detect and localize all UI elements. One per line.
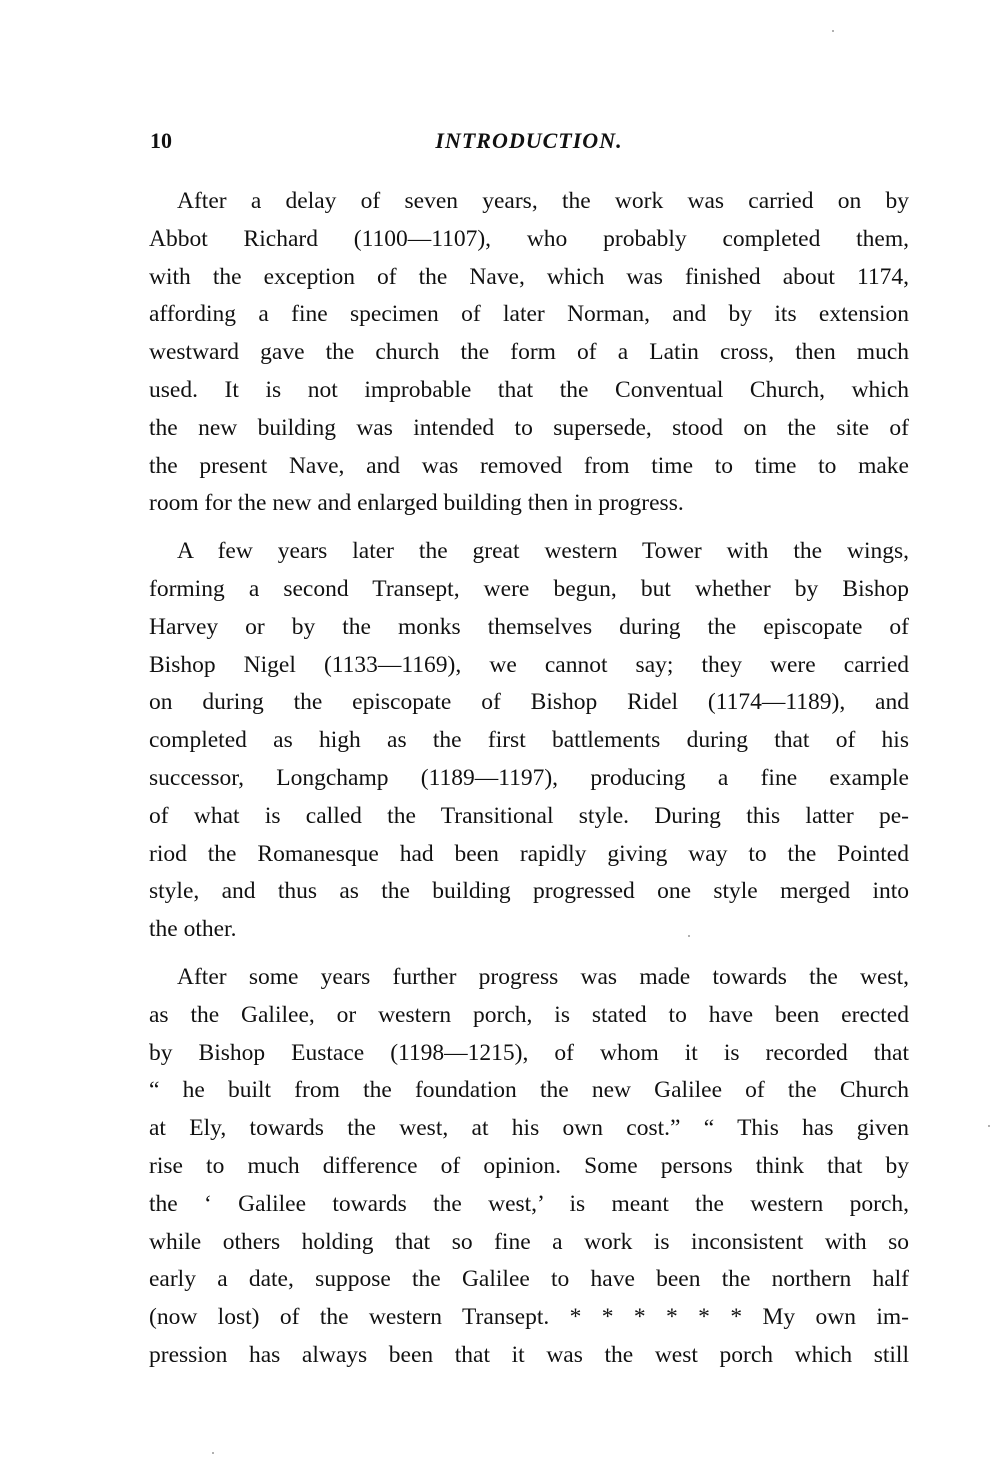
text-line: early a date, suppose the Galilee to have been the northern half xyxy=(149,1266,909,1293)
text-line: Bishop Nigel (1133—1169), we cannot say; they were carried xyxy=(149,651,909,678)
text-line: After a delay of seven years, the work was carried on by xyxy=(177,188,909,214)
paragraph-3 xyxy=(149,959,909,1375)
text-line: riod the Romanesque had been rapidly giving way to the Pointed xyxy=(149,840,909,867)
text-line: style, and thus as the building progressed one style merged into xyxy=(149,878,909,905)
text-line: the ‘ Galilee towards the west,’ is meant the western porch, xyxy=(149,1190,909,1217)
text-line: the other. xyxy=(149,916,237,943)
paragraph-1 xyxy=(149,183,909,523)
scan-speck xyxy=(832,30,834,32)
page-number: 10 xyxy=(150,128,172,153)
text-line: of what is called the Transitional style. During this latter pe- xyxy=(149,802,909,829)
text-line: room for the new and enlarged building then in progress. xyxy=(149,490,684,517)
text-line: the present Nave, and was removed from time to time to make xyxy=(149,452,909,479)
running-head: INTRODUCTION. xyxy=(435,128,623,153)
text-line: rise to much difference of opinion. Some persons think that by xyxy=(149,1152,909,1179)
text-line: as the Galilee, or western porch, is stated to have been erected xyxy=(149,1001,909,1028)
text-line: the new building was intended to supersede, stood on the site of xyxy=(149,414,909,441)
text-line: After some years further progress was made towards the west, xyxy=(177,963,909,990)
text-line: (now lost) of the western Transept. * * * * * * My own im- xyxy=(149,1304,909,1331)
text-line: while others holding that so fine a work is inconsistent with so xyxy=(149,1228,909,1255)
scan-speck xyxy=(212,1452,214,1454)
text-line: by Bishop Eustace (1198—1215), of whom it is recorded that xyxy=(149,1039,909,1066)
text-line: completed as high as the first battlements during that of his xyxy=(149,727,909,754)
text-line: successor, Longchamp (1189—1197), producing a fine example xyxy=(149,764,909,791)
text-line: on during the episcopate of Bishop Ridel (1174—1189), and xyxy=(149,689,909,716)
text-line: Harvey or by the monks themselves during the episcopate of xyxy=(149,613,909,640)
page-header xyxy=(150,128,908,164)
scan-speck xyxy=(688,935,690,937)
text-line: forming a second Transept, were begun, but whether by Bishop xyxy=(149,575,909,602)
text-line: at Ely, towards the west, at his own cost.” “ This has given xyxy=(149,1115,909,1142)
text-line: A few years later the great western Tower with the wings, xyxy=(177,538,909,565)
body-text xyxy=(149,183,909,1385)
text-line: affording a fine specimen of later Norman, and by its extension xyxy=(149,301,909,328)
text-line: “ he built from the foundation the new Galilee of the Church xyxy=(149,1077,909,1104)
text-line: pression has always been that it was the west porch which still xyxy=(149,1341,909,1368)
text-line: with the exception of the Nave, which was finished about 1174, xyxy=(149,263,909,290)
text-line: Abbot Richard (1100—1107), who probably completed them, xyxy=(149,225,909,252)
paragraph-2 xyxy=(149,533,909,949)
scan-speck xyxy=(988,1125,990,1127)
text-line: westward gave the church the form of a Latin cross, then much xyxy=(149,339,909,366)
text-line: used. It is not improbable that the Conventual Church, which xyxy=(149,376,909,403)
